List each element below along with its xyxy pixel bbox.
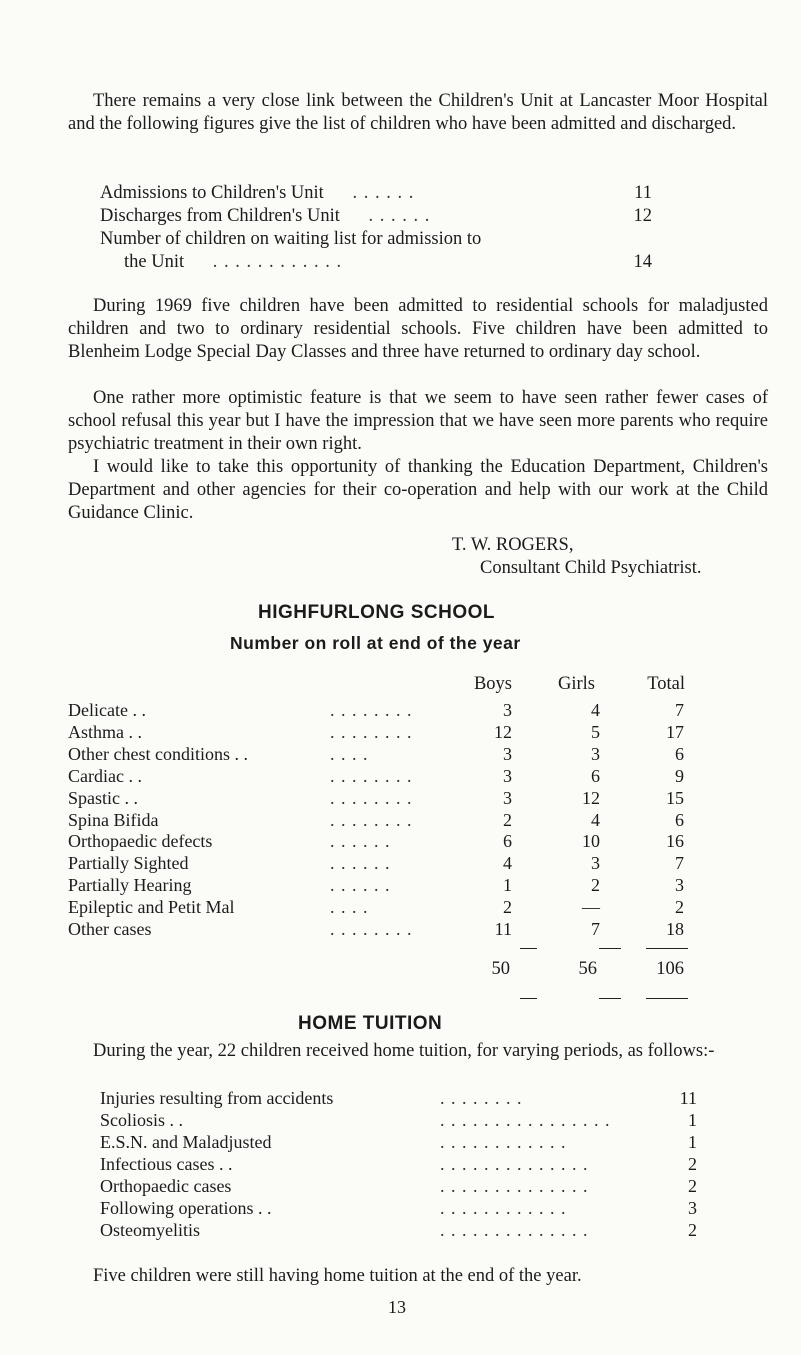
condition-label: Other chest conditions . .	[68, 743, 248, 764]
unit-stat-row: Discharges from Children's Unit . . . . . .	[100, 206, 431, 226]
dot-leader: . . . . . . . .	[330, 919, 413, 939]
tuition-item-count: 1	[688, 1110, 697, 1130]
dot-leader: . . . . . . . .	[330, 765, 413, 786]
condition-label: Partially Sighted	[68, 853, 189, 874]
girls-sum-rule	[599, 948, 621, 949]
total-value: 2	[675, 897, 684, 918]
unit-stat-row: Admissions to Children's Unit . . . . . .	[100, 183, 415, 203]
dot-leader: . . . .	[330, 897, 369, 918]
girls-value: 10	[582, 831, 600, 852]
boys-value: 3	[503, 787, 512, 808]
tuition-item-count: 2	[688, 1220, 697, 1240]
girls-sum-rule	[520, 998, 537, 999]
tuition-item-label: E.S.N. and Maladjusted	[100, 1132, 272, 1152]
home-tuition-title: HOME TUITION	[298, 1013, 443, 1034]
tuition-item-label: Scoliosis . .	[100, 1110, 184, 1130]
boys-value: 1	[503, 875, 512, 896]
dot-leader: . . . . . . . . . . . . . . . .	[440, 1110, 611, 1130]
condition-label: Asthma . .	[68, 721, 142, 742]
dot-leader: . . . . . . . .	[330, 721, 413, 742]
girls-value: —	[582, 897, 600, 918]
boys-value: 2	[503, 897, 512, 918]
dot-leader: . . . . . . . . . . . . . .	[440, 1154, 589, 1174]
condition-label: Other cases	[68, 919, 152, 939]
boys-value: 3	[503, 700, 512, 720]
condition-label: Spina Bifida	[68, 809, 159, 830]
boys-value: 2	[503, 809, 512, 830]
dot-leader: . . . . . . . .	[330, 700, 413, 720]
total-value: 17	[666, 721, 684, 742]
column-header-boys: Boys	[473, 674, 512, 694]
tuition-item-count: 11	[679, 1088, 697, 1108]
tuition-item-label: Following operations . .	[100, 1198, 272, 1218]
dot-leader: . . . . . . . . . . . .	[440, 1132, 567, 1152]
girls-value: 3	[591, 853, 600, 874]
dot-leader: . . . . . .	[330, 875, 391, 896]
boys-value: 6	[503, 831, 512, 852]
unit-stat-row: the Unit . . . . . . . . . . . .	[124, 252, 343, 272]
school-subtitle: Number on roll at end of the year	[230, 633, 521, 653]
dot-leader: . . . . . . . .	[440, 1088, 523, 1108]
total-value: 3	[675, 875, 684, 896]
total-value: 6	[675, 743, 684, 764]
dot-leader: . . . . . . . . . . . .	[440, 1198, 567, 1218]
condition-label: Epileptic and Petit Mal	[68, 897, 235, 918]
boys-value: 4	[503, 853, 512, 874]
tuition-item-count: 2	[688, 1176, 697, 1196]
girls-sum-rule	[599, 998, 621, 999]
unit-stat-value: 14	[633, 252, 652, 272]
condition-label: Partially Hearing	[68, 875, 192, 896]
tuition-item-label: Infectious cases . .	[100, 1154, 233, 1174]
dot-leader: . . . . . . . .	[330, 809, 413, 830]
dot-leader: . . . . . .	[330, 831, 391, 852]
tuition-item-label: Injuries resulting from accidents	[100, 1088, 334, 1108]
total-all: 106	[656, 959, 684, 979]
total-sum-rule	[646, 948, 688, 949]
total-value: 7	[675, 700, 684, 720]
total-sum-rule	[646, 998, 688, 999]
total-girls: 56	[578, 959, 597, 979]
home-tuition-intro: During the year, 22 children received home tuition, for varying periods, as follows:-	[93, 1041, 715, 1061]
column-header-girls: Girls	[558, 674, 595, 694]
boys-value: 3	[503, 743, 512, 764]
dot-leader: . . . .	[330, 743, 369, 764]
girls-value: 7	[591, 919, 600, 939]
tuition-item-label: Osteomyelitis	[100, 1220, 200, 1240]
intro-paragraph: There remains a very close link between the Children's Unit at Lancaster Moor Hospital and the following figures give the list of children who have been admitted and discharged.	[68, 91, 768, 134]
home-tuition-closing: Five children were still having home tuition at the end of the year.	[93, 1266, 582, 1286]
total-value: 18	[666, 919, 684, 939]
total-value: 6	[675, 809, 684, 830]
girls-value: 6	[591, 765, 600, 786]
girls-value: 12	[582, 787, 600, 808]
signature-title: Consultant Child Psychiatrist.	[480, 558, 702, 578]
girls-value: 5	[591, 721, 600, 742]
school-title: HIGHFURLONG SCHOOL	[258, 602, 495, 623]
condition-label: Delicate . .	[68, 700, 146, 720]
condition-label: Spastic . .	[68, 787, 138, 808]
total-value: 15	[666, 787, 684, 808]
boys-value: 11	[494, 919, 512, 939]
condition-label: Cardiac . .	[68, 765, 142, 786]
tuition-item-count: 3	[688, 1198, 697, 1218]
paragraph-1969: During 1969 five children have been admitted to residential schools for maladjusted children and two to ordinary residential schools. Five children have been admitted to Blenheim Lodge Special Day Classes and three have returned to ordinary day school.	[68, 296, 768, 362]
paragraph-thanks: I would like to take this opportunity of thanking the Education Department, Children's Department and other agencies for their co-operation and help with our work at the Child Guidance Clinic.	[68, 457, 768, 523]
condition-label: Orthopaedic defects	[68, 831, 213, 852]
unit-stat-value: 11	[634, 183, 652, 203]
girls-sum-rule	[520, 948, 537, 949]
dot-leader: . . . . . . . . . . . . . .	[440, 1176, 589, 1196]
total-value: 7	[675, 853, 684, 874]
unit-stat-row: Number of children on waiting list for admission to	[100, 229, 482, 249]
dot-leader: . . . . . . . .	[330, 787, 413, 808]
girls-value: 3	[591, 743, 600, 764]
girls-value: 2	[591, 875, 600, 896]
boys-value: 3	[503, 765, 512, 786]
boys-value: 12	[494, 721, 512, 742]
girls-value: 4	[591, 700, 600, 720]
column-header-total: Total	[647, 674, 685, 694]
total-boys: 50	[491, 959, 510, 979]
unit-stat-value: 12	[633, 206, 652, 226]
dot-leader: . . . . . .	[330, 853, 391, 874]
total-value: 16	[666, 831, 684, 852]
tuition-item-label: Orthopaedic cases	[100, 1176, 232, 1196]
total-value: 9	[675, 765, 684, 786]
girls-value: 4	[591, 809, 600, 830]
tuition-item-count: 2	[688, 1154, 697, 1174]
paragraph-school-refusal: One rather more optimistic feature is that we seem to have seen rather fewer cases of school refusal this year but I have the impression that we have seen more parents who require psychiatric treatment in their own right.	[68, 388, 768, 454]
dot-leader: . . . . . . . . . . . . . .	[440, 1220, 589, 1240]
signature-name: T. W. ROGERS,	[452, 535, 574, 555]
tuition-item-count: 1	[688, 1132, 697, 1152]
page-number: 13	[388, 1297, 406, 1317]
